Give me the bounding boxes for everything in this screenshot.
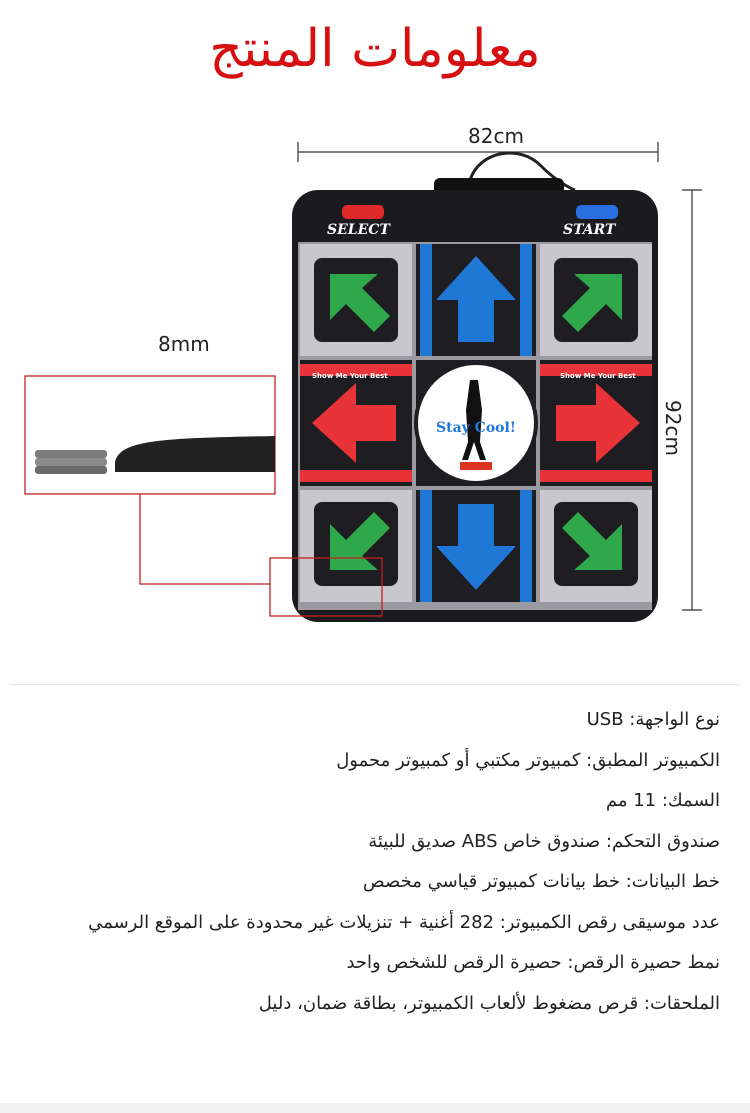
width-dimension-line — [298, 142, 658, 162]
thickness-dimension-label: 8mm — [158, 332, 210, 356]
down-arrow-tile — [416, 490, 536, 602]
specifications-list — [20, 700, 720, 1024]
spec-music-count: عدد موسيقى رقص الكمبيوتر: 282 أغنية + تنزيلات غير محدودة على الموقع الرسمي — [88, 911, 720, 933]
center-logo-text: Stay Cool! — [436, 420, 516, 436]
strip-text-right: Show Me Your Best — [560, 372, 636, 380]
spec-mat-type: نمط حصيرة الرقص: حصيرة الرقص للشخص واحد — [346, 952, 720, 973]
corner-tile-bottom-left — [300, 490, 412, 602]
spec-compatible-computer: الكمبيوتر المطبق: كمبيوتر مكتبي أو كمبيوتر محمول — [336, 749, 720, 771]
spec-interface-type: نوع الواجهة: USB — [586, 709, 720, 730]
corner-tile-bottom-right — [540, 490, 652, 602]
select-button-indicator — [342, 205, 384, 219]
width-dimension-label: 82cm — [468, 124, 524, 148]
strip-text-left: Show Me Your Best — [312, 372, 388, 380]
spec-data-cable: خط البيانات: خط بيانات كمبيوتر قياسي مخصص — [362, 871, 720, 892]
product-dimensions-figure — [0, 110, 750, 630]
spec-control-box: صندوق التحكم: صندوق خاص ABS صديق للبيئة — [368, 830, 720, 852]
page-title: معلومات المنتج — [209, 19, 541, 79]
select-label: SELECT — [327, 222, 390, 238]
height-dimension-label: 92cm — [661, 400, 685, 456]
corner-tile-top-left — [300, 244, 412, 356]
height-dimension-line — [682, 190, 702, 610]
spec-thickness: السمك: 11 مم — [605, 790, 720, 811]
spec-accessories: الملحقات: قرص مضغوط لألعاب الكمبيوتر، بطاقة ضمان، دليل — [258, 992, 720, 1014]
dance-mat-illustration — [0, 110, 750, 630]
bottom-bar — [0, 1103, 750, 1113]
corner-tile-top-right — [540, 244, 652, 356]
start-button-indicator — [576, 205, 618, 219]
up-arrow-tile — [416, 244, 536, 356]
start-label: START — [563, 222, 616, 238]
section-divider — [10, 684, 740, 685]
